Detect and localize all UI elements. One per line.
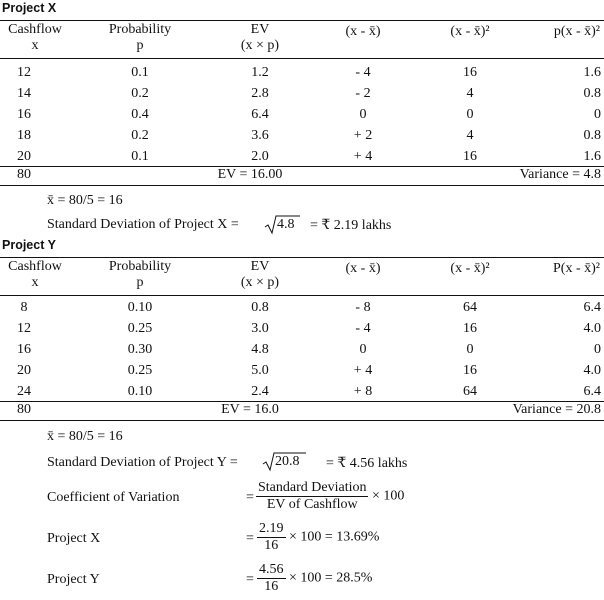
total-cashflow: 80 <box>17 167 31 182</box>
probability-cell: 0.10 <box>127 384 153 399</box>
total-cashflow: 80 <box>17 402 31 417</box>
ev-cell: 3.6 <box>251 128 269 143</box>
cov-numerator: Standard Deviation <box>258 480 367 495</box>
mean-x: x̄ = 80/5 = 16 <box>47 193 123 208</box>
cov-y-result: × 100 = 28.5% <box>289 570 373 586</box>
cov-denominator: EV of Cashflow <box>266 497 358 512</box>
probability-cell: 0.25 <box>127 321 153 336</box>
deviation-cell: - 4 <box>355 321 371 336</box>
ev-cell: 2.0 <box>251 149 269 164</box>
deviation-cell: + 8 <box>353 384 373 399</box>
cov-x-numerator: 2.19 <box>259 521 284 536</box>
cov-y-numerator: 4.56 <box>259 562 284 577</box>
cashflow-cell: 12 <box>17 65 31 80</box>
total-variance: Variance = 20.8 <box>512 402 601 417</box>
deviation-sq-cell: 64 <box>463 384 477 399</box>
weighted-cell: 6.4 <box>583 384 601 399</box>
col-ev-header: EV <box>250 22 270 37</box>
weighted-cell: 0 <box>594 342 601 357</box>
cov-fraction <box>256 480 404 513</box>
deviation-sq-cell: 4 <box>466 86 474 101</box>
total-ev: EV = 16.00 <box>217 167 283 182</box>
cov-eq: = <box>246 490 254 505</box>
deviation-sq-cell: 16 <box>463 321 477 336</box>
weighted-cell: 1.6 <box>583 149 601 164</box>
deviation-cell: - 4 <box>355 65 371 80</box>
cov-x-result: × 100 = 13.69% <box>289 529 380 545</box>
cashflow-cell: 12 <box>17 321 31 336</box>
deviation-sq-cell: 16 <box>463 65 477 80</box>
col-cashflow-header-sub: x <box>31 38 39 53</box>
deviation-cell: - 8 <box>355 300 371 315</box>
sd-x-result: = ₹ 2.19 lakhs <box>310 218 392 233</box>
ev-cell: 3.0 <box>251 321 269 336</box>
mean-y: x̄ = 80/5 = 16 <box>47 429 123 444</box>
table-y-header-rule <box>0 295 604 296</box>
cov-x-eq: = <box>246 531 254 546</box>
table-x-top-rule <box>0 20 604 21</box>
weighted-cell: 6.4 <box>583 300 601 315</box>
sd-y-radicand: 20.8 <box>275 454 300 469</box>
probability-cell: 0.1 <box>131 65 149 80</box>
sd-x-label: Standard Deviation of Project X = <box>47 217 239 232</box>
table-x-bottom-rule <box>0 185 604 186</box>
ev-cell: 2.8 <box>251 86 269 101</box>
ev-cell: 0.8 <box>251 300 269 315</box>
col-probability-header-sub: p <box>136 38 144 53</box>
project-x-title: Project X <box>2 1 57 15</box>
cov-y-eq: = <box>246 572 254 587</box>
cashflow-cell: 18 <box>17 128 31 143</box>
cashflow-cell: 14 <box>17 86 31 101</box>
cov-x-label: Project X <box>47 531 101 546</box>
sd-y-result: = ₹ 4.56 lakhs <box>326 456 408 471</box>
probability-cell: 0.4 <box>131 107 149 122</box>
probability-cell: 0.2 <box>131 86 149 101</box>
ev-cell: 5.0 <box>251 363 269 378</box>
col-ev-header-sub: (x × p) <box>240 275 280 290</box>
col-weighted-header: P(x - x̄)² <box>553 261 600 276</box>
cov-x-fraction <box>257 521 379 554</box>
weighted-cell: 0.8 <box>583 128 601 143</box>
deviation-sq-cell: 16 <box>463 149 477 164</box>
cashflow-cell: 16 <box>17 342 31 357</box>
weighted-cell: 0 <box>594 107 601 122</box>
deviation-cell: + 4 <box>353 149 373 164</box>
project-y-title: Project Y <box>2 238 56 252</box>
ev-cell: 2.4 <box>251 384 269 399</box>
deviation-cell: 0 <box>359 342 367 357</box>
ev-cell: 4.8 <box>251 342 269 357</box>
col-probability-header: Probability <box>108 259 172 274</box>
cashflow-cell: 16 <box>17 107 31 122</box>
ev-cell: 6.4 <box>251 107 269 122</box>
col-cashflow-header-sub: x <box>31 275 39 290</box>
deviation-sq-cell: 16 <box>463 363 477 378</box>
deviation-sq-cell: 0 <box>466 107 474 122</box>
col-ev-header-sub: (x × p) <box>240 38 280 53</box>
cashflow-cell: 8 <box>20 300 28 315</box>
sd-y-label: Standard Deviation of Project Y = <box>47 455 238 470</box>
table-y-top-rule <box>0 257 604 258</box>
deviation-cell: 0 <box>359 107 367 122</box>
cashflow-cell: 24 <box>17 384 31 399</box>
probability-cell: 0.10 <box>127 300 153 315</box>
col-deviation-header: (x - x̄) <box>345 24 381 39</box>
col-probability-header: Probability <box>108 22 172 37</box>
cov-y-label: Project Y <box>47 572 100 587</box>
weighted-cell: 0.8 <box>583 86 601 101</box>
col-cashflow-header: Cashflow <box>8 22 62 37</box>
cashflow-cell: 20 <box>17 149 31 164</box>
deviation-sq-cell: 4 <box>466 128 474 143</box>
col-deviation-sq-header: (x - x̄)² <box>450 24 490 39</box>
cov-x-denominator: 16 <box>264 538 279 553</box>
col-ev-header: EV <box>250 259 270 274</box>
deviation-cell: + 2 <box>353 128 373 143</box>
total-variance: Variance = 4.8 <box>519 167 601 182</box>
cov-label: Coefficient of Variation <box>47 490 180 505</box>
deviation-sq-cell: 0 <box>466 342 474 357</box>
probability-cell: 0.2 <box>131 128 149 143</box>
probability-cell: 0.25 <box>127 363 153 378</box>
table-y-bottom-rule <box>0 420 604 421</box>
sd-x-radicand: 4.8 <box>277 217 295 232</box>
col-deviation-sq-header: (x - x̄)² <box>450 261 490 276</box>
deviation-sq-cell: 64 <box>463 300 477 315</box>
cov-y-denominator: 16 <box>264 579 279 594</box>
weighted-cell: 4.0 <box>583 363 601 378</box>
weighted-cell: 4.0 <box>583 321 601 336</box>
total-ev: EV = 16.0 <box>221 402 279 417</box>
col-cashflow-header: Cashflow <box>8 259 62 274</box>
probability-cell: 0.30 <box>127 342 153 357</box>
cashflow-cell: 20 <box>17 363 31 378</box>
cov-y-fraction <box>257 562 372 595</box>
cov-multiplier: × 100 <box>371 488 405 504</box>
col-weighted-header: p(x - x̄)² <box>553 24 600 39</box>
probability-cell: 0.1 <box>131 149 149 164</box>
table-x-header-rule <box>0 58 604 59</box>
deviation-cell: - 2 <box>355 86 371 101</box>
weighted-cell: 1.6 <box>583 65 601 80</box>
deviation-cell: + 4 <box>353 363 373 378</box>
col-deviation-header: (x - x̄) <box>345 261 381 276</box>
col-probability-header-sub: p <box>136 275 144 290</box>
ev-cell: 1.2 <box>251 65 269 80</box>
